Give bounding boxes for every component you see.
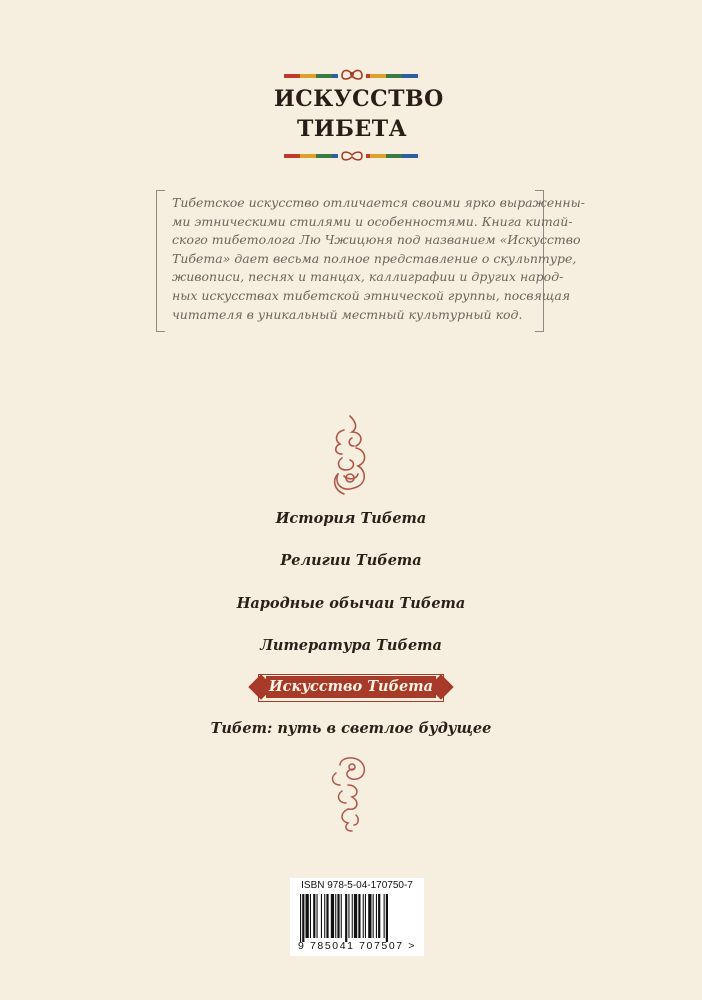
barcode-bar	[354, 894, 357, 938]
isbn-barcode-block	[290, 878, 424, 956]
barcode-bar	[386, 894, 388, 942]
cloud-flame-ornament-icon	[326, 414, 376, 498]
barcode-bar	[317, 894, 318, 938]
barcode-bar	[341, 894, 342, 938]
series-item: История Тибета	[275, 510, 427, 527]
barcode-bar	[376, 894, 377, 938]
description-bracket-left	[156, 190, 165, 332]
description-line: Тибетское искусство отличается своими ярко выраженны-	[172, 195, 586, 210]
series-item: Литература Тибета	[260, 637, 442, 654]
book-title-line-2: ТИБЕТА	[296, 116, 407, 142]
description-line: ского тибетолога Лю Чжицюня под названием «Искусство	[172, 232, 581, 248]
description-line: живописи, песнях и танцах, каллиграфии и других народ-	[172, 269, 564, 285]
title-plate	[274, 72, 444, 158]
barcode-bar	[368, 894, 371, 938]
isbn-label: ISBN 978-5-04-170750-7	[301, 880, 413, 891]
description-line: Тибета» дает весьма полное представление о скульптуре,	[172, 250, 577, 266]
series-item: Народные обычаи Тибета	[236, 595, 466, 612]
description-box	[156, 190, 586, 330]
barcode-bar	[300, 894, 301, 942]
isbn-digits: 9 785041 707507 >	[298, 940, 416, 952]
barcode-bar	[326, 894, 328, 938]
barcode-bar	[384, 894, 385, 938]
description-text	[172, 194, 586, 324]
barcode-icon	[300, 894, 418, 942]
barcode-bar	[358, 894, 360, 938]
barcode-bar	[313, 894, 315, 938]
barcode-bar	[302, 894, 304, 942]
barcode-bar	[337, 894, 339, 938]
barcode-bar	[310, 894, 311, 938]
description-line: читателя в уникальный местный культурный код.	[172, 306, 523, 322]
series-item: Тибет: путь в светлое будущее	[210, 720, 492, 737]
knot-ornament-icon	[338, 150, 366, 164]
barcode-bar	[331, 894, 334, 938]
knot-ornament-icon	[338, 66, 366, 82]
barcode-bar	[378, 894, 380, 938]
barcode-bar	[324, 894, 325, 938]
barcode-bar	[335, 894, 336, 938]
barcode-bar	[348, 894, 349, 938]
barcode-bar	[363, 894, 364, 938]
barcode-bar	[345, 894, 347, 942]
series-item-current: Искусство Тибета	[266, 676, 436, 698]
description-line: ных искусствах тибетской этнической группы, посвящая	[172, 287, 571, 303]
series-item-highlighted	[252, 672, 450, 706]
barcode-bar	[352, 894, 353, 938]
barcode-bar	[365, 894, 366, 938]
series-item: Религии Тибета	[280, 552, 422, 569]
cloud-flame-ornament-icon	[326, 755, 376, 833]
barcode-bar	[373, 894, 374, 938]
barcode-bar	[321, 894, 322, 938]
description-line: ми этническими стилями и особенностями. Книга китай-	[172, 213, 573, 229]
barcode-bar	[306, 894, 309, 938]
book-title-line-1: ИСКУССТВО	[274, 86, 444, 112]
